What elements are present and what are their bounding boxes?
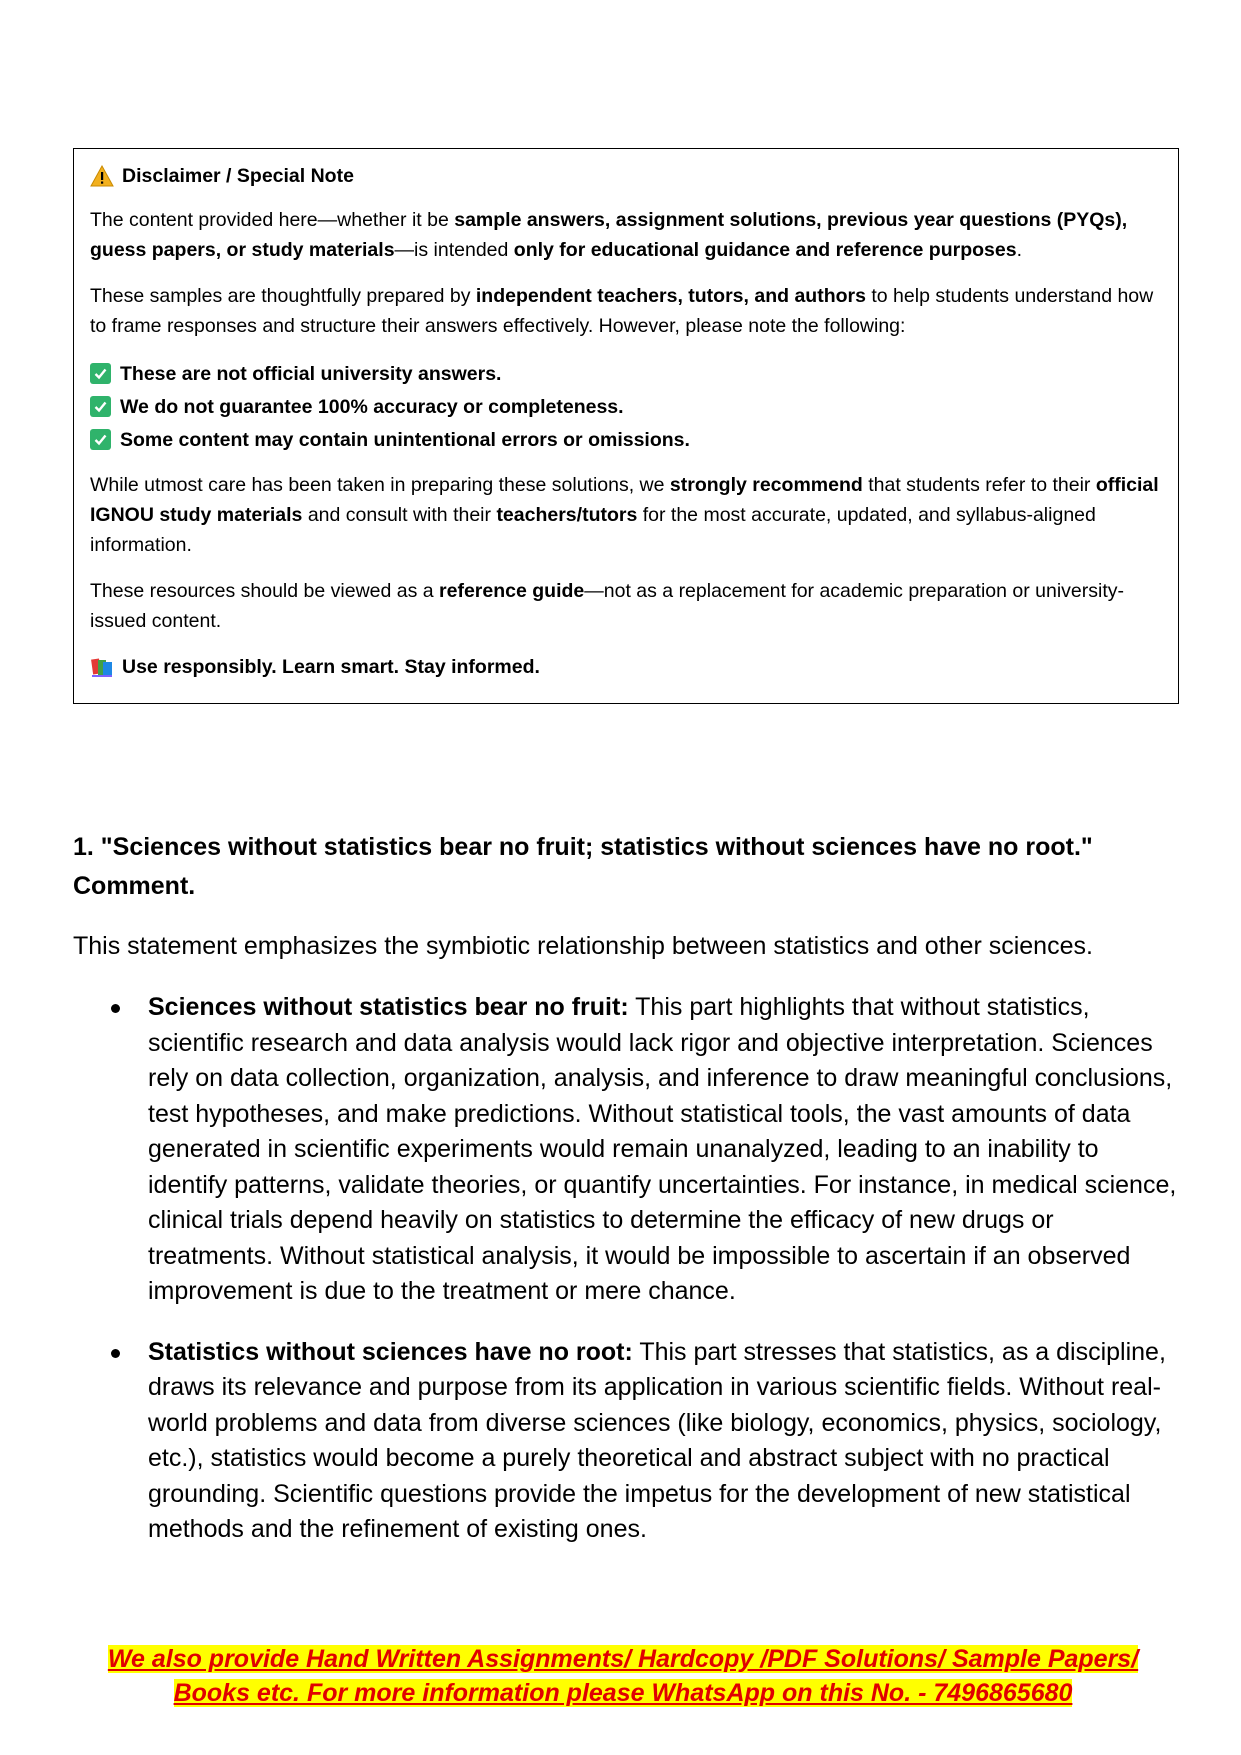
text: for the most accurate, updated, and syllabus-aligned information. bbox=[90, 504, 1096, 556]
text: —is intended bbox=[394, 239, 514, 261]
check-item bbox=[90, 390, 1162, 423]
promo-line-2: Books etc. For more information please WhatsApp on this No. - 7496865680 bbox=[173, 1679, 1073, 1707]
bold-text: independent teachers, tutors, and authors bbox=[475, 285, 866, 307]
bullet-dot bbox=[111, 1349, 120, 1358]
check-item bbox=[90, 423, 1162, 456]
disclaimer-footer-text: Use responsibly. Learn smart. Stay informed. bbox=[122, 656, 540, 678]
point-text: This part stresses that statistics, as a discipline, draws its relevance and purpose from its application in various scientific fields. Without real-world problems and data from diverse sciences (like biology, economics, physics, sociology, etc.), statistics would become a purely theoretical and abstract subject with no practical grounding. Scientific questions provide the impetus for the development of new statistical methods and the refinement of existing ones. bbox=[148, 1337, 1166, 1543]
text: and consult with their bbox=[302, 504, 497, 526]
text: —not as a replacement for academic preparation or university-issued content. bbox=[90, 580, 1125, 632]
text: to help students understand how to frame responses and structure their answers effectively. However, please note the following: bbox=[90, 285, 1154, 337]
disclaimer-heading-text: Disclaimer / Special Note bbox=[122, 165, 354, 187]
text: The content provided here—whether it be bbox=[90, 209, 455, 231]
bold-text: official IGNOU study materials bbox=[90, 474, 1159, 526]
text: While utmost care has been taken in preparing these solutions, we bbox=[90, 474, 670, 496]
check-list bbox=[90, 357, 1162, 456]
point-label: Statistics without sciences have no root: bbox=[148, 1337, 633, 1366]
bullet-dot bbox=[111, 1004, 120, 1013]
promo-banner bbox=[73, 1642, 1173, 1710]
text: These resources should be viewed as a bbox=[90, 580, 440, 602]
check-icon bbox=[90, 363, 111, 384]
books-icon bbox=[90, 656, 114, 678]
check-item-text: Some content may contain unintentional errors or omissions. bbox=[120, 428, 690, 451]
disclaimer-paragraph-3 bbox=[90, 470, 1162, 560]
answer-points bbox=[73, 990, 1183, 1573]
check-item-text: We do not guarantee 100% accuracy or completeness. bbox=[120, 395, 624, 418]
disclaimer-heading bbox=[90, 161, 1162, 191]
check-item bbox=[90, 357, 1162, 390]
point-text: This part highlights that without statistics, scientific research and data analysis would lack rigor and objective interpretation. Sciences rely on data collection, organization, analysis, and inference to draw meaningful conclusions, test hypotheses, and make predictions. Without statistical tools, the vast amounts of data generated in scientific experiments would remain unanalyzed, leading to an inability to identify patterns, validate theories, or quantify uncertainties. For instance, in medical science, clinical trials depend heavily on statistics to determine the efficacy of new drugs or treatments. Without statistical analysis, it would be impossible to ascertain if an observed improvement is due to the treatment or mere chance. bbox=[148, 993, 1177, 1305]
text: . bbox=[1016, 239, 1023, 261]
disclaimer-footer bbox=[90, 652, 1162, 682]
bold-text: only for educational guidance and reference purposes bbox=[513, 239, 1017, 261]
check-item-text: These are not official university answers. bbox=[120, 362, 502, 385]
bold-text: sample answers, assignment solutions, previous year questions (PYQs), guess papers, or study materials bbox=[90, 209, 1128, 261]
disclaimer-paragraph-4 bbox=[90, 576, 1162, 636]
answer-point bbox=[73, 990, 1183, 1310]
warning-icon bbox=[90, 165, 114, 187]
point-label: Sciences without statistics bear no fruit: bbox=[148, 993, 629, 1021]
answer-intro: This statement emphasizes the symbiotic relationship between statistics and other sciences. bbox=[73, 932, 1093, 960]
disclaimer-paragraph-2 bbox=[90, 281, 1162, 341]
promo-line-1: We also provide Hand Written Assignments/ Hardcopy /PDF Solutions/ Sample Papers/ bbox=[107, 1645, 1139, 1673]
text: These samples are thoughtfully prepared by bbox=[90, 285, 476, 307]
check-icon bbox=[90, 396, 111, 417]
bold-text: strongly recommend bbox=[669, 474, 863, 496]
disclaimer-box bbox=[73, 148, 1179, 704]
disclaimer-paragraph-1 bbox=[90, 205, 1162, 265]
answer-point bbox=[73, 1335, 1183, 1548]
text: that students refer to their bbox=[862, 474, 1096, 496]
bold-text: reference guide bbox=[439, 580, 585, 602]
question-title: 1. "Sciences without statistics bear no fruit; statistics without sciences have no root." Comment. bbox=[73, 833, 1093, 900]
check-icon bbox=[90, 429, 111, 450]
bold-text: teachers/tutors bbox=[496, 504, 638, 526]
